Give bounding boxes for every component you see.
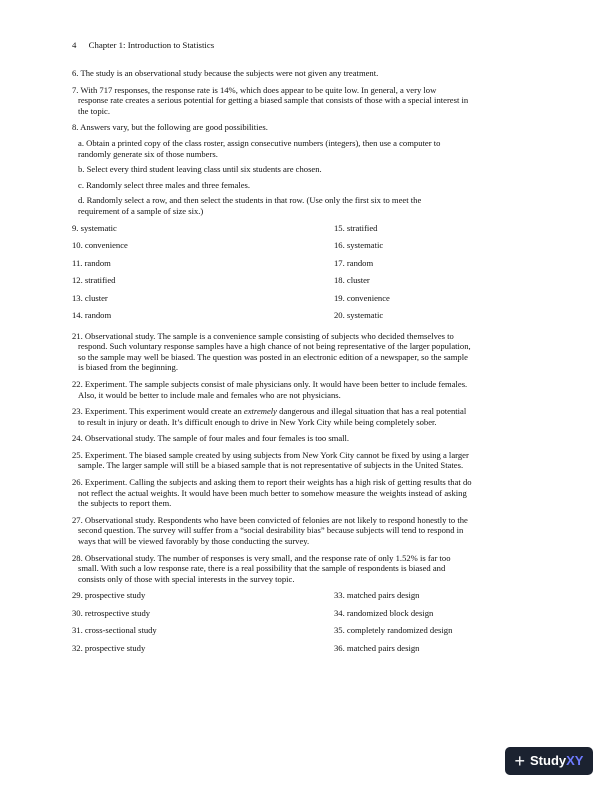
plus-icon: + [514, 751, 526, 771]
answer-text: sample. The larger sample will still be a biased sample that is not representative of subjects in the United States. [78, 460, 464, 471]
subitem-b [78, 164, 546, 175]
studyxy-badge[interactable] [505, 747, 593, 775]
answer-27 [72, 515, 546, 547]
answer-text: 21. Observational study. The sample is a convenience sample consisting of subjects who decided themselves to [72, 330, 454, 341]
list-item: 35. completely randomized design [334, 625, 453, 636]
subitem-text: c. Randomly select three males and three females. [78, 179, 251, 190]
answer-text: 7. With 717 responses, the response rate is 14%, which does appear to be quite low. In general, a very low [72, 84, 437, 95]
answer-24 [72, 433, 546, 444]
list-row [72, 625, 546, 643]
subitem-c [78, 180, 546, 191]
answer-text: the subjects to report them. [78, 498, 172, 509]
list-row [72, 223, 546, 241]
answer-text: consists only of those with special interests in the survey topic. [78, 573, 295, 584]
list-item: 30. retrospective study [72, 607, 151, 618]
subitem-text: requirement of a sample of size six.) [78, 205, 204, 216]
answer-text-line [72, 406, 546, 417]
answer-text: 24. Observational study. The sample of four males and four females is too small. [72, 433, 350, 444]
list-item: 31. cross-sectional study [72, 625, 157, 636]
answer-8-subitems [72, 138, 546, 217]
answer-text: the topic. [78, 105, 110, 116]
list-item: 14. random [72, 310, 112, 321]
list-row [72, 608, 546, 626]
list-row [72, 643, 546, 661]
answer-text: second question. The survey will suffer from a “social desirability bias” because subjects will tend to respond in [78, 525, 464, 536]
list-item: 16. systematic [334, 240, 384, 251]
list-item: 34. randomized block design [334, 607, 434, 618]
subitem-text: a. Obtain a printed copy of the class roster, assign consecutive numbers (integers), then use a computer to [78, 137, 441, 148]
subitem-d [78, 195, 546, 216]
list-item: 36. matched pairs design [334, 642, 420, 653]
answer-text: to result in injury or death. It’s difficult enough to drive in New York City while being completely sober. [78, 416, 437, 427]
answer-text: small. With such a low response rate, there is a real possibility that the sample of respondents is biased and [78, 563, 446, 574]
list-row [72, 293, 546, 311]
list-row [72, 275, 546, 293]
page-header [72, 40, 214, 51]
answer-28 [72, 553, 546, 585]
chapter-title: Chapter 1: Introduction to Statistics [88, 40, 215, 50]
answer-22 [72, 379, 546, 400]
subitem-a [78, 138, 546, 159]
answer-text: not reflect the actual weights. It would have been much better to somehow measure the weights instead of asking [78, 487, 467, 498]
answer-text: 25. Experiment. The biased sample created by using subjects from New York City cannot be fixed by using a larger [72, 449, 469, 460]
answer-text: 23. Experiment. This experiment would create an [72, 406, 244, 417]
list-item: 15. stratified [334, 222, 378, 233]
answer-text: 28. Observational study. The number of responses is very small, and the response rate of only 1.52% is far too [72, 552, 451, 563]
list-item: 12. stratified [72, 275, 116, 286]
answer-text: 27. Observational study. Respondents who have been convicted of felonies are not likely to respond honestly to the [72, 514, 468, 525]
list-item: 9. systematic [72, 222, 117, 233]
answer-text: so the sample may well be biased. The question was posted in an electronic edition of a newspaper, so the sample [78, 351, 468, 362]
answer-8 [72, 122, 546, 216]
answer-text: 8. Answers vary, but the following are good possibilities. [72, 122, 268, 133]
answer-text: is biased from the beginning. [78, 362, 179, 373]
answer-list-9-20 [72, 223, 546, 328]
list-item: 13. cluster [72, 292, 108, 303]
list-row [72, 258, 546, 276]
answer-text: dangerous and illegal situation that has a real potential [277, 406, 467, 417]
list-item: 29. prospective study [72, 590, 146, 601]
answer-25 [72, 450, 546, 471]
list-item: 20. systematic [334, 310, 384, 321]
subitem-text: b. Select every third student leaving class until six students are chosen. [78, 164, 322, 175]
list-row [72, 240, 546, 258]
list-item: 19. convenience [334, 292, 390, 303]
answer-text: ways that will be viewed favorably by those conducting the survey. [78, 536, 310, 547]
answer-6 [72, 68, 546, 79]
answer-7 [72, 85, 546, 117]
answer-text: 6. The study is an observational study because the subjects were not given any treatment. [72, 68, 379, 78]
answer-text: 22. Experiment. The sample subjects consist of male physicians only. It would have been better to include females. [72, 378, 468, 389]
list-item: 33. matched pairs design [334, 590, 420, 601]
list-item: 32. prospective study [72, 642, 146, 653]
list-row [72, 310, 546, 328]
page-number: 4 [72, 40, 77, 50]
answer-text: Also, it would be better to include male and females who are not physicians. [78, 389, 341, 400]
badge-brand-study: Study [530, 752, 567, 768]
answer-26 [72, 477, 546, 509]
emphasis-text: extremely [243, 406, 277, 417]
subitem-text: randomly generate six of those numbers. [78, 148, 218, 159]
list-item: 11. random [72, 257, 111, 268]
list-item: 10. convenience [72, 240, 128, 251]
badge-brand-xy: XY [566, 752, 584, 768]
list-row [72, 590, 546, 608]
answer-list-29-36 [72, 590, 546, 660]
answer-21 [72, 331, 546, 373]
answer-text: 26. Experiment. Calling the subjects and asking them to report their weights has a high risk of getting results that do [72, 477, 472, 488]
list-item: 18. cluster [334, 275, 370, 286]
subitem-text: d. Randomly select a row, and then select the students in that row. (Use only the first six to meet the [78, 195, 422, 206]
answers-content [72, 68, 546, 663]
answer-text: response rate creates a serious potential for getting a biased sample that consists of those with a special interest in [78, 95, 469, 106]
answer-23 [72, 406, 546, 427]
list-item: 17. random [334, 257, 374, 268]
answer-text: respond. Such voluntary response samples have a high chance of not being representative of the larger population, [78, 341, 471, 352]
